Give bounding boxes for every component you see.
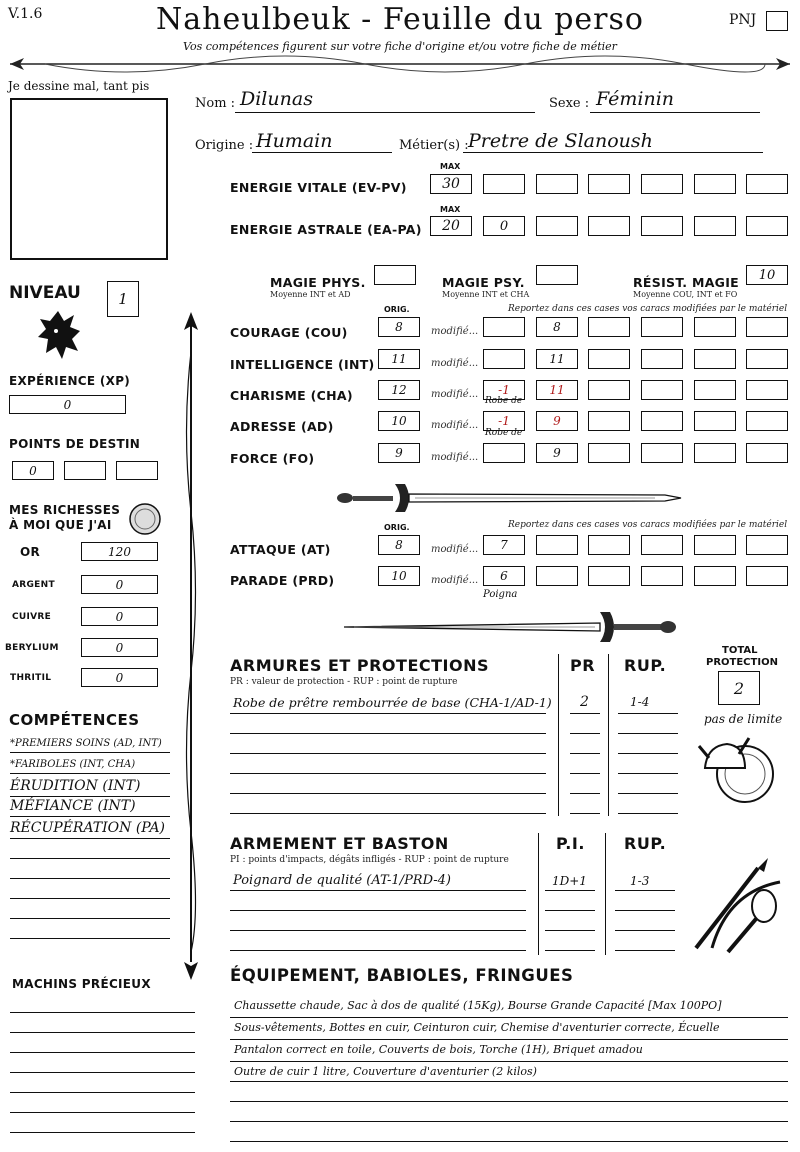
fo-mod[interactable]: 9 (536, 443, 578, 463)
machins-title: MACHINS PRÉCIEUX (12, 977, 151, 991)
weapons-title: ARMEMENT ET BASTON (230, 834, 449, 853)
magie-psy-note: Moyenne INT et CHA (442, 290, 530, 299)
courage-box[interactable] (588, 317, 630, 337)
richesses-title-1: MES RICHESSES (9, 503, 121, 517)
cha-delta[interactable]: -1 (483, 380, 525, 400)
prd-note: Poigna (483, 589, 518, 600)
armor-title: ARMURES ET PROTECTIONS (230, 656, 489, 675)
ev-box[interactable] (746, 174, 788, 194)
header-flourish (5, 52, 795, 80)
portrait-caption: Je dessine mal, tant pis (8, 79, 150, 93)
magie-phys-label: MAGIE PHYS. (270, 275, 366, 290)
ad-box[interactable] (746, 411, 788, 431)
armor-item-rup[interactable]: 1-4 (630, 695, 650, 709)
skill-item[interactable]: RÉCUPÉRATION (PA) (10, 820, 166, 836)
prd-box[interactable] (746, 566, 788, 586)
cha-label: CHARISME (CHA) (230, 388, 353, 403)
weapons-icon (688, 852, 788, 960)
sexe-label: Sexe : (549, 96, 590, 111)
magie-phys-note: Moyenne INT et AD (270, 290, 351, 299)
weapons-pi-header: P.I. (556, 834, 585, 853)
fo-box[interactable] (588, 443, 630, 463)
resist-magie-note: Moyenne COU, INT et FO (633, 290, 738, 299)
armor-subtitle: PR : valeur de protection - RUP : point de rupture (230, 677, 458, 687)
combat-orig-label: ORIG. (384, 523, 410, 532)
ea-label: ENERGIE ASTRALE (EA-PA) (230, 222, 422, 237)
weapons-subtitle: PI : points d'impacts, dégâts infligés - RUP : point de rupture (230, 855, 509, 865)
total-label-1: TOTAL (722, 645, 758, 656)
destin-label: POINTS DE DESTIN (9, 437, 141, 451)
combat-note: Reportez dans ces cases vos caracs modifiées par le matériel (508, 520, 788, 530)
cha-box[interactable] (588, 380, 630, 400)
ea-box[interactable] (641, 216, 683, 236)
magie-psy-label: MAGIE PSY. (442, 275, 525, 290)
orig-label: ORIG. (384, 305, 410, 314)
ad-box[interactable] (641, 411, 683, 431)
prd-label: PARADE (PRD) (230, 573, 335, 588)
ea-box[interactable] (694, 216, 736, 236)
prd-box[interactable] (694, 566, 736, 586)
prd-box[interactable] (588, 566, 630, 586)
thritil-label: THRITIL (10, 673, 52, 683)
skill-item[interactable]: *FARIBOLES (INT, CHA) (10, 759, 136, 770)
equipment-line[interactable]: Sous-vêtements, Bottes en cuir, Ceinturon cuir, Chemise d'aventurier correcte, Écuelle (234, 1021, 720, 1034)
prd-orig[interactable]: 10 (378, 566, 420, 586)
total-label-2: PROTECTION (706, 657, 778, 668)
at-mod[interactable]: 7 (483, 535, 525, 555)
skill-item[interactable]: ÉRUDITION (INT) (10, 778, 141, 794)
armor-item-pr[interactable]: 2 (580, 694, 589, 710)
berylium-label: BERYLIUM (5, 643, 59, 653)
magie-phys-box[interactable] (374, 265, 416, 285)
xp-label: EXPÉRIENCE (XP) (9, 374, 131, 388)
int-delta[interactable] (483, 349, 525, 369)
pnj-checkbox[interactable] (766, 11, 788, 31)
cha-orig[interactable]: 12 (378, 380, 420, 400)
fo-orig[interactable]: 9 (378, 443, 420, 463)
sword-illustration (335, 478, 685, 518)
at-orig[interactable]: 8 (378, 535, 420, 555)
int-mod[interactable]: 11 (536, 349, 578, 369)
magie-psy-box[interactable] (536, 265, 578, 285)
armor-pr-header: PR (570, 656, 596, 675)
at-box[interactable] (536, 535, 578, 555)
ev-box[interactable] (641, 174, 683, 194)
sexe-value[interactable]: Féminin (596, 88, 675, 110)
ev-box[interactable] (588, 174, 630, 194)
courage-box[interactable] (694, 317, 736, 337)
cha-box[interactable] (641, 380, 683, 400)
resist-magie-label: RÉSIST. MAGIE (633, 275, 740, 290)
or-label: OR (20, 545, 41, 559)
or-box[interactable]: 120 (81, 542, 158, 561)
modif-label: modifié... (431, 326, 479, 337)
origine-label: Origine : (195, 138, 254, 153)
limit-note: pas de limite (704, 712, 783, 726)
at-box[interactable] (746, 535, 788, 555)
destin-box-1[interactable]: 0 (12, 461, 54, 480)
at-box[interactable] (694, 535, 736, 555)
metier-value[interactable]: Pretre de Slanoush (468, 130, 653, 152)
ad-delta[interactable]: -1 (483, 411, 525, 431)
fo-delta[interactable] (483, 443, 525, 463)
weapon-item-name[interactable]: Poignard de qualité (AT-1/PRD-4) (233, 873, 451, 888)
courage-label: COURAGE (COU) (230, 325, 348, 340)
weapons-rup-header: RUP. (624, 834, 667, 853)
modif-label: modifié... (431, 544, 479, 555)
version-label: V.1.6 (8, 6, 43, 22)
fo-box[interactable] (746, 443, 788, 463)
carac-note: Reportez dans ces cases vos caracs modifiées par le matériel (508, 304, 788, 314)
fo-box[interactable] (641, 443, 683, 463)
courage-orig[interactable]: 8 (378, 317, 420, 337)
modif-label: modifié... (431, 452, 479, 463)
courage-box[interactable] (746, 317, 788, 337)
cha-box[interactable] (694, 380, 736, 400)
page-title: Naheulbeuk - Feuille du perso (156, 2, 644, 37)
ev-box[interactable] (536, 174, 578, 194)
niveau-label: NIVEAU (9, 283, 81, 303)
resist-magie-box[interactable]: 10 (746, 265, 788, 285)
argent-label: ARGENT (12, 580, 55, 590)
equipment-line[interactable]: Pantalon correct en toile, Couverts de bois, Torche (1H), Briquet amadou (234, 1043, 643, 1056)
armor-rup-header: RUP. (624, 656, 667, 675)
skill-item[interactable]: *PREMIERS SOINS (AD, INT) (10, 738, 162, 749)
at-box[interactable] (588, 535, 630, 555)
ea-current-box[interactable]: 0 (483, 216, 525, 236)
ev-box[interactable] (694, 174, 736, 194)
thritil-box[interactable]: 0 (81, 668, 158, 687)
berylium-box[interactable]: 0 (81, 638, 158, 657)
xp-box[interactable]: 0 (9, 395, 126, 414)
ea-box[interactable] (588, 216, 630, 236)
prd-box[interactable] (641, 566, 683, 586)
ad-label: ADRESSE (AD) (230, 419, 334, 434)
int-box[interactable] (694, 349, 736, 369)
argent-box[interactable]: 0 (81, 575, 158, 594)
cha-note: Robe de (485, 396, 523, 406)
ev-max-label: MAX (440, 162, 461, 171)
ad-mod[interactable]: 9 (536, 411, 578, 431)
skill-item[interactable]: MÉFIANCE (INT) (10, 798, 136, 814)
modif-label: modifié... (431, 575, 479, 586)
ev-max-box[interactable]: 30 (430, 174, 472, 194)
portrait-frame[interactable] (10, 98, 168, 260)
total-protection-box[interactable]: 2 (718, 671, 760, 705)
int-orig[interactable]: 11 (378, 349, 420, 369)
ea-box[interactable] (536, 216, 578, 236)
ev-label: ENERGIE VITALE (EV-PV) (230, 180, 407, 195)
cuivre-label: CUIVRE (12, 612, 52, 622)
sword-illustration-2 (340, 606, 680, 646)
modif-label: modifié... (431, 420, 479, 431)
equipment-line[interactable]: Outre de cuir 1 litre, Couverture d'aventurier (2 kilos) (234, 1065, 537, 1078)
ad-box[interactable] (588, 411, 630, 431)
prd-box[interactable] (536, 566, 578, 586)
courage-mod[interactable]: 8 (536, 317, 578, 337)
pnj-label: PNJ (729, 12, 757, 28)
nom-label: Nom : (195, 96, 236, 111)
modif-label: modifié... (431, 389, 479, 400)
weapon-item-pi[interactable]: 1D+1 (552, 874, 587, 888)
cha-mod[interactable]: 11 (536, 380, 578, 400)
destin-box-2[interactable] (64, 461, 106, 480)
equipment-line[interactable]: Chaussette chaude, Sac à dos de qualité (15Kg), Bourse Grande Capacité [Max 100PO] (234, 999, 722, 1012)
cuivre-box[interactable]: 0 (81, 607, 158, 626)
helmet-shield-icon (695, 728, 779, 810)
ev-box[interactable] (483, 174, 525, 194)
at-box[interactable] (641, 535, 683, 555)
niveau-box[interactable]: 1 (107, 281, 139, 317)
destin-box-3[interactable] (116, 461, 158, 480)
origine-value[interactable]: Humain (256, 130, 333, 152)
metier-label: Métier(s) : (399, 138, 469, 153)
ea-box[interactable] (746, 216, 788, 236)
coin-icon (127, 501, 163, 537)
int-box[interactable] (588, 349, 630, 369)
cha-box[interactable] (746, 380, 788, 400)
competences-title: COMPÉTENCES (9, 711, 140, 729)
dragon-icon (32, 305, 84, 363)
int-box[interactable] (746, 349, 788, 369)
fo-box[interactable] (694, 443, 736, 463)
ea-max-label: MAX (440, 205, 461, 214)
page-subtitle: Vos compétences figurent sur votre fiche d'origine et/ou votre fiche de métier (183, 40, 617, 53)
modif-label: modifié... (431, 358, 479, 369)
ad-orig[interactable]: 10 (378, 411, 420, 431)
int-label: INTELLIGENCE (INT) (230, 357, 375, 372)
ea-max-box[interactable]: 20 (430, 216, 472, 236)
equipment-title: ÉQUIPEMENT, BABIOLES, FRINGUES (230, 966, 574, 985)
courage-delta[interactable] (483, 317, 525, 337)
courage-box[interactable] (641, 317, 683, 337)
ad-box[interactable] (694, 411, 736, 431)
at-label: ATTAQUE (AT) (230, 542, 331, 557)
weapon-item-rup[interactable]: 1-3 (630, 874, 650, 888)
nom-value[interactable]: Dilunas (240, 88, 313, 110)
armor-item-name[interactable]: Robe de prêtre rembourrée de base (CHA-1/AD-1) (233, 695, 552, 710)
prd-mod[interactable]: 6 (483, 566, 525, 586)
richesses-title-2: À MOI QUE J'AI (9, 518, 112, 532)
int-box[interactable] (641, 349, 683, 369)
fo-label: FORCE (FO) (230, 451, 315, 466)
ad-note: Robe de (485, 428, 523, 438)
spear-illustration (180, 312, 202, 980)
